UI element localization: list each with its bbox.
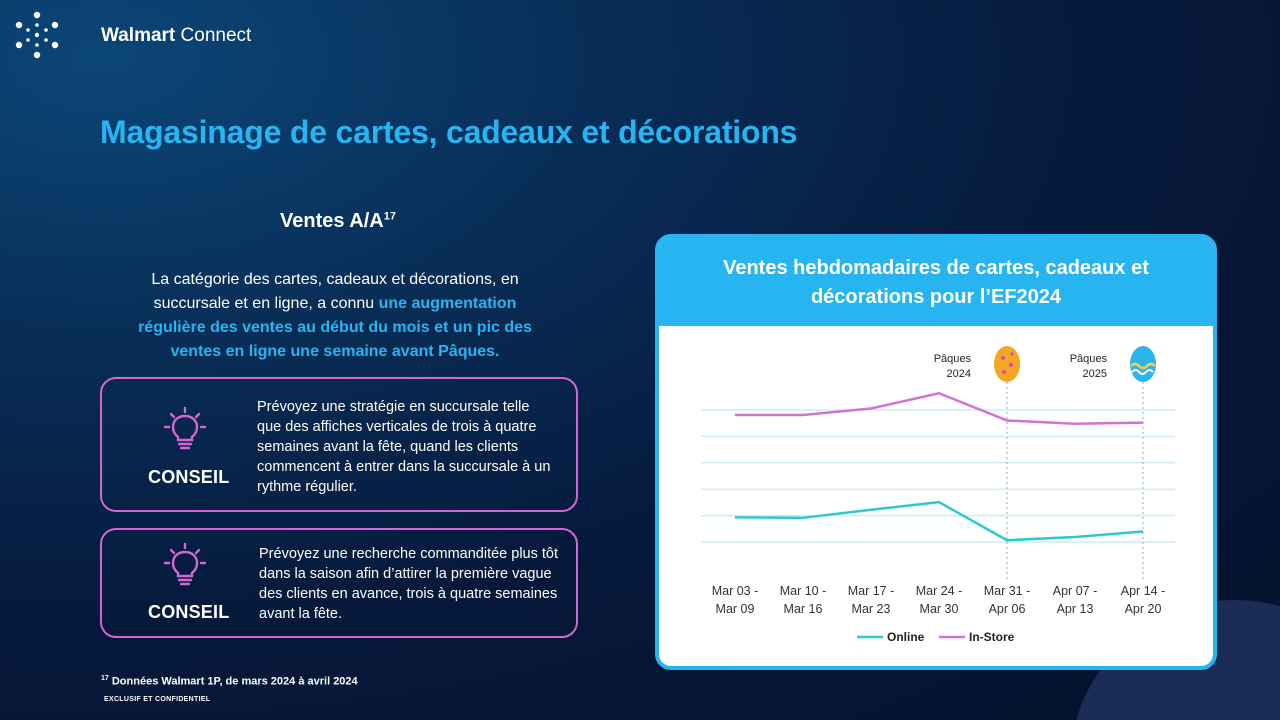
series-line-online <box>735 502 1143 540</box>
legend-label: In-Store <box>969 630 1015 644</box>
annotation-label: 2024 <box>946 368 971 380</box>
chart-title-line-2: décorations pour l’EF2024 <box>810 286 1062 308</box>
tip-label: CONSEIL <box>148 467 230 487</box>
egg-dot <box>1009 363 1013 367</box>
annotation-label: Pâques <box>933 353 971 365</box>
brand-name <box>101 25 251 47</box>
x-tick-label: Mar 09 <box>715 602 755 616</box>
footnote <box>101 675 358 688</box>
legend-label: Online <box>887 630 925 644</box>
line-chart <box>659 238 1213 666</box>
series-line-in-store <box>735 393 1143 423</box>
annotation-label: 2025 <box>1082 368 1107 380</box>
x-tick-label: Mar 03 - <box>711 584 759 598</box>
sales-heading <box>280 210 396 233</box>
footnote-text: Données Walmart 1P, de mars 2024 à avril 2024 <box>108 675 358 688</box>
brand-name-light: Connect <box>180 25 252 46</box>
tip-card-1 <box>100 377 578 512</box>
page-title: Magasinage de cartes, cadeaux et décorations <box>100 114 798 150</box>
walmart-spark-logo <box>12 9 62 61</box>
x-tick-label: Apr 14 - <box>1120 584 1166 598</box>
x-tick-label: Apr 13 <box>1056 602 1094 616</box>
tip-text: Prévoyez une stratégie en succursale telle que des affiches verticales de trois à quatre semaines avant la fête, quand les clients commencent à entrer dans la succursale à un rythme régulier. <box>257 399 551 495</box>
x-tick-label: Apr 07 - <box>1052 584 1098 598</box>
egg-dot <box>1002 370 1006 374</box>
x-tick-label: Mar 17 - <box>847 584 895 598</box>
x-tick-label: Mar 23 <box>851 602 891 616</box>
lightbulb-icon <box>162 406 208 452</box>
sales-heading-footnote-ref: 17 <box>383 210 396 223</box>
egg-dot <box>1001 356 1005 360</box>
confidential-label: EXCLUSIF ET CONFIDENTIEL <box>104 696 211 703</box>
x-tick-label: Apr 06 <box>988 602 1026 616</box>
tip-card-2 <box>100 528 578 638</box>
tip-label: CONSEIL <box>148 602 230 622</box>
intro-highlight: une augmentation régulière des ventes au début du mois et un pic des ventes en ligne une semaine avant Pâques. <box>138 295 532 360</box>
sales-heading-text: Ventes A/A <box>280 210 384 232</box>
tip-text: Prévoyez une recherche commanditée plus tôt dans la saison afin d’attirer la première vague des clients en avance, trois à quatre semaines avant la fête. <box>259 546 559 622</box>
x-tick-label: Mar 24 - <box>915 584 963 598</box>
x-tick-label: Mar 31 - <box>983 584 1031 598</box>
easter-egg-orange-icon <box>994 346 1020 382</box>
annotation-label: Pâques <box>1069 353 1107 365</box>
x-tick-label: Mar 10 - <box>779 584 827 598</box>
egg-dot <box>1010 352 1013 355</box>
x-tick-label: Apr 20 <box>1124 602 1162 616</box>
x-tick-label: Mar 30 <box>919 602 959 616</box>
brand-name-bold: Walmart <box>101 25 176 46</box>
intro-paragraph <box>120 268 550 364</box>
x-tick-label: Mar 16 <box>783 602 823 616</box>
chart-title-line-1: Ventes hebdomadaires de cartes, cadeaux et <box>723 257 1149 279</box>
weekly-sales-chart-card <box>655 234 1217 670</box>
intro-text: La catégorie des cartes, cadeaux et décorations, en succursale et en ligne, a connu <box>151 271 519 312</box>
footnote-number: 17 <box>101 675 109 682</box>
lightbulb-icon <box>162 542 208 588</box>
